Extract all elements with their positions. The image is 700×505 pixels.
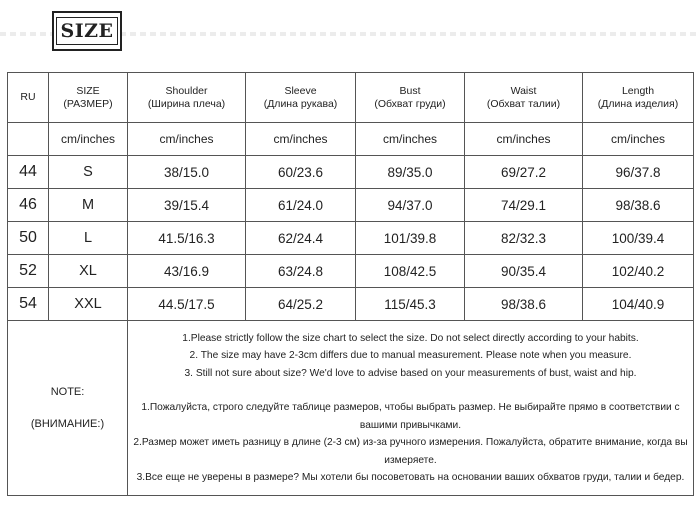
size-chart-table: [7, 72, 694, 496]
waist-cell: 90/35.4: [465, 255, 583, 288]
bust-cell: 89/35.0: [356, 156, 465, 189]
note-ru-item: 3.Все еще не уверены в размере? Мы хотели бы посоветовать на основании ваших обхватов груди, талии и бедер.: [136, 472, 685, 483]
table-row: [8, 255, 694, 288]
length-cell: 96/37.8: [583, 156, 694, 189]
header-shoulder-label-ru: (Ширина плеча): [147, 97, 226, 110]
size-cell: S: [49, 156, 128, 189]
units-cell: cm/inches: [246, 123, 356, 156]
header-size-label: SIZE: [76, 84, 100, 97]
header-waist: [465, 73, 583, 123]
note-row: [8, 321, 694, 496]
waist-cell: 82/32.3: [465, 222, 583, 255]
note-en-item: 2. The size may have 2-3cm differs due to manual measurement. Please note when you measure.: [189, 350, 632, 361]
size-cell: L: [49, 222, 128, 255]
length-cell: 98/38.6: [583, 189, 694, 222]
units-cell: cm/inches: [128, 123, 246, 156]
header-length-label: Length: [621, 84, 655, 97]
header-waist-label: Waist: [510, 84, 537, 97]
size-logo: [52, 11, 122, 51]
header-bust-label: Bust: [399, 84, 421, 97]
note-label-cell: [8, 321, 128, 496]
length-cell: 104/40.9: [583, 288, 694, 321]
header-length: [583, 73, 694, 123]
notes-cell: [128, 321, 694, 496]
bust-cell: 108/42.5: [356, 255, 465, 288]
note-label: NOTE:: [50, 386, 85, 398]
sleeve-cell: 61/24.0: [246, 189, 356, 222]
sleeve-cell: 62/24.4: [246, 222, 356, 255]
shoulder-cell: 41.5/16.3: [128, 222, 246, 255]
sleeve-cell: 64/25.2: [246, 288, 356, 321]
length-cell: 102/40.2: [583, 255, 694, 288]
shoulder-cell: 39/15.4: [128, 189, 246, 222]
units-cell: cm/inches: [465, 123, 583, 156]
units-cell: cm/inches: [583, 123, 694, 156]
shoulder-cell: 38/15.0: [128, 156, 246, 189]
size-cell: XL: [49, 255, 128, 288]
ru-size-cell: 44: [8, 156, 49, 189]
table-row: [8, 222, 694, 255]
header-shoulder: [128, 73, 246, 123]
table-row: [8, 156, 694, 189]
shoulder-cell: 43/16.9: [128, 255, 246, 288]
header-row: [8, 73, 694, 123]
header-size: [49, 73, 128, 123]
waist-cell: 98/38.6: [465, 288, 583, 321]
waist-cell: 69/27.2: [465, 156, 583, 189]
header-bust: [356, 73, 465, 123]
ru-size-cell: 50: [8, 222, 49, 255]
header-sleeve-label-ru: (Длина рукава): [263, 97, 338, 110]
note-en-item: 3. Still not sure about size? We'd love to advise based on your measurements of bust, waist and hip.: [184, 367, 637, 379]
header-sleeve-label: Sleeve: [284, 84, 317, 97]
header-sleeve: [246, 73, 356, 123]
header-size-label-ru: (РАЗМЕР): [63, 97, 113, 110]
table-row: [8, 189, 694, 222]
ru-size-cell: 54: [8, 288, 49, 321]
length-cell: 100/39.4: [583, 222, 694, 255]
note-label-ru: (ВНИМАНИЕ:): [30, 418, 105, 430]
size-cell: XXL: [49, 288, 128, 321]
note-ru-item: 1.Пожалуйста, строго следуйте таблице размеров, чтобы выбрать размер. Не выбирайте прямо в соответствии с вашими привычками.: [141, 402, 680, 431]
units-cell: cm/inches: [49, 123, 128, 156]
size-logo-text: SIZE: [56, 17, 119, 45]
sleeve-cell: 60/23.6: [246, 156, 356, 189]
bust-cell: 94/37.0: [356, 189, 465, 222]
header-ru: RU: [8, 73, 49, 123]
header-length-label-ru: (Длина изделия): [597, 97, 679, 110]
table-row: [8, 288, 694, 321]
bust-cell: 115/45.3: [356, 288, 465, 321]
header-shoulder-label: Shoulder: [165, 84, 208, 97]
ru-size-cell: 52: [8, 255, 49, 288]
note-ru-item: 2.Размер может иметь разницу в длине (2-3 см) из-за ручного измерения. Пожалуйста, обратите внимание, когда вы измеряете.: [133, 437, 688, 466]
ru-size-cell: 46: [8, 189, 49, 222]
size-cell: M: [49, 189, 128, 222]
sleeve-cell: 63/24.8: [246, 255, 356, 288]
shoulder-cell: 44.5/17.5: [128, 288, 246, 321]
bust-cell: 101/39.8: [356, 222, 465, 255]
header-bust-label-ru: (Обхват груди): [374, 97, 446, 110]
note-en-item: 1.Please strictly follow the size chart to select the size. Do not select directly according to your habits.: [182, 332, 639, 344]
units-row: [8, 123, 694, 156]
note-spacer: [128, 382, 693, 399]
units-cell-empty: [8, 123, 49, 156]
units-cell: cm/inches: [356, 123, 465, 156]
waist-cell: 74/29.1: [465, 189, 583, 222]
header-waist-label-ru: (Обхват талии): [486, 97, 561, 110]
